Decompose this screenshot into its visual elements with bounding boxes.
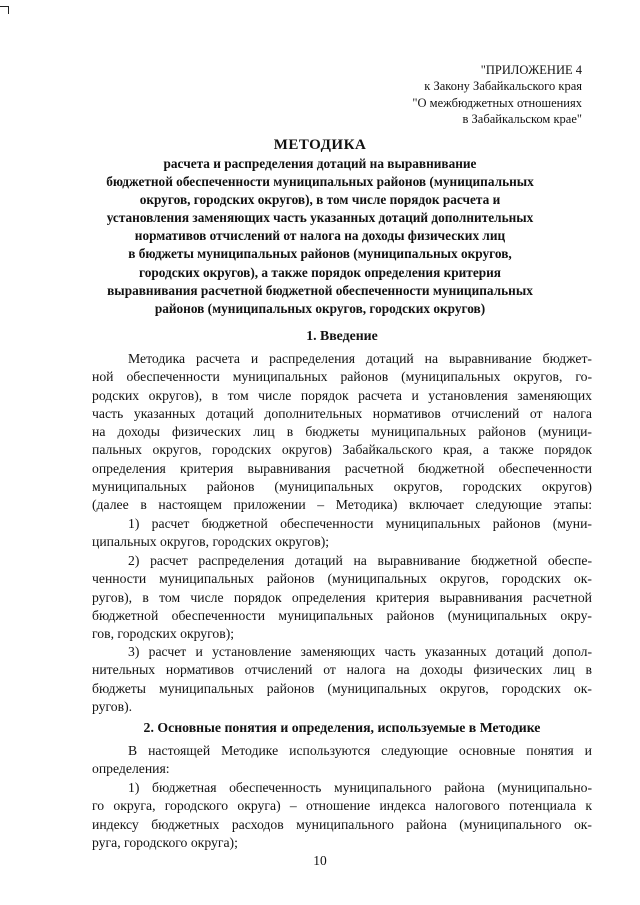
text-line: бюджеты муниципальных районов (муниципальных округов, городских ок-	[92, 680, 592, 696]
section-2-heading: 2. Основные понятия и определения, используемые в Методике	[143, 720, 541, 735]
doc-subtitle	[70, 155, 570, 318]
subtitle-line: городских округов), а также порядок определения критерия	[139, 264, 501, 280]
subtitle-line: районов (муниципальных округов, городских округов)	[154, 300, 486, 316]
subtitle-line: нормативов отчислений от налога на доходы физических лиц	[134, 228, 506, 244]
text-line: ной обеспеченности муниципальных районов (муниципальных округов, го-	[92, 369, 592, 385]
text-line: определения критерия выравнивания расчетной бюджетной обеспеченности	[92, 460, 592, 476]
text-line: ругов).	[92, 698, 133, 714]
text-line: на доходы физических лиц в бюджеты муниципальных районов (муници-	[92, 424, 592, 440]
text-line: ругов), в том числе порядок определения критерия выравнивания расчетной	[92, 589, 592, 605]
text-line: ченности муниципальных районов (муниципальных округов, городских ок-	[92, 571, 592, 587]
title-block	[70, 135, 570, 318]
section-2-item-1	[92, 779, 592, 852]
appendix-header	[382, 62, 582, 127]
text-line: Методика расчета и распределения дотаций на выравнивание бюджет-	[128, 351, 592, 366]
text-line: пальных округов, городских округов) Забайкальского края, а также порядок	[92, 442, 592, 458]
appendix-line: "О межбюджетных отношениях	[412, 95, 582, 110]
text-line: гов, городских округов);	[92, 626, 235, 642]
text-line: го округа, городского округа) – отношение индекса налогового потенциала к	[92, 798, 592, 814]
section-1-item-2	[92, 552, 592, 643]
subtitle-line: бюджетной обеспеченности муниципальных районов (муниципальных	[106, 174, 534, 190]
subtitle-line: расчета и распределения дотаций на выравнивание	[163, 156, 477, 171]
text-line: 2) расчет распределения дотаций на выравнивание бюджетной обеспе-	[128, 553, 592, 568]
text-line: муниципальных районов (муниципальных округов, городских округов)	[92, 479, 592, 495]
text-line: индексу бюджетных расходов муниципального района (муниципального ок-	[92, 816, 592, 832]
section-1-item-3	[92, 643, 592, 716]
section-1-heading: 1. Введение	[306, 328, 378, 343]
text-line: 1) расчет бюджетной обеспеченности муниципальных районов (муни-	[128, 516, 592, 531]
text-line: руга, городского округа);	[92, 834, 238, 850]
appendix-line: "ПРИЛОЖЕНИЕ 4	[480, 63, 582, 77]
text-line: бюджетной обеспеченности муниципальных районов (муниципальных окру-	[92, 607, 592, 623]
text-line: 1) бюджетная обеспеченность муниципального района (муниципально-	[128, 780, 592, 795]
appendix-line: в Забайкальском крае"	[462, 111, 582, 126]
subtitle-line: в бюджеты муниципальных районов (муниципальных округов,	[128, 246, 512, 262]
text-line: родских округов), в том числе порядок расчета и установления заменяющих	[92, 387, 592, 403]
text-line: нительных нормативов отчислений от налога на доходы физических лиц в	[92, 662, 592, 678]
text-line: ципальных округов, городских округов);	[92, 534, 330, 550]
text-line: 3) расчет и установление заменяющих часть указанных дотаций допол-	[128, 644, 592, 659]
text-line: часть указанных дотаций дополнительных нормативов отчислений от налога	[92, 405, 592, 421]
text-line: В настоящей Методике используются следующие основные понятия и	[128, 743, 592, 758]
page-number: 10	[313, 853, 327, 868]
subtitle-line: установления заменяющих часть указанных дотаций дополнительных	[106, 210, 534, 226]
section-1-item-1	[92, 515, 592, 552]
scan-corner-mark	[0, 6, 9, 14]
text-line: определения:	[92, 761, 170, 777]
section-1-intro	[92, 350, 592, 515]
text-line: (далее в настоящем приложении – Методика) включает следующие этапы:	[92, 497, 592, 513]
subtitle-line: округов, городских округов), в том числе порядок расчета и	[139, 192, 501, 208]
appendix-line: к Закону Забайкальского края	[424, 79, 582, 94]
subtitle-line: выравнивания расчетной бюджетной обеспеченности муниципальных	[107, 282, 533, 298]
section-2-intro	[92, 742, 592, 779]
doc-title: МЕТОДИКА	[273, 137, 367, 153]
